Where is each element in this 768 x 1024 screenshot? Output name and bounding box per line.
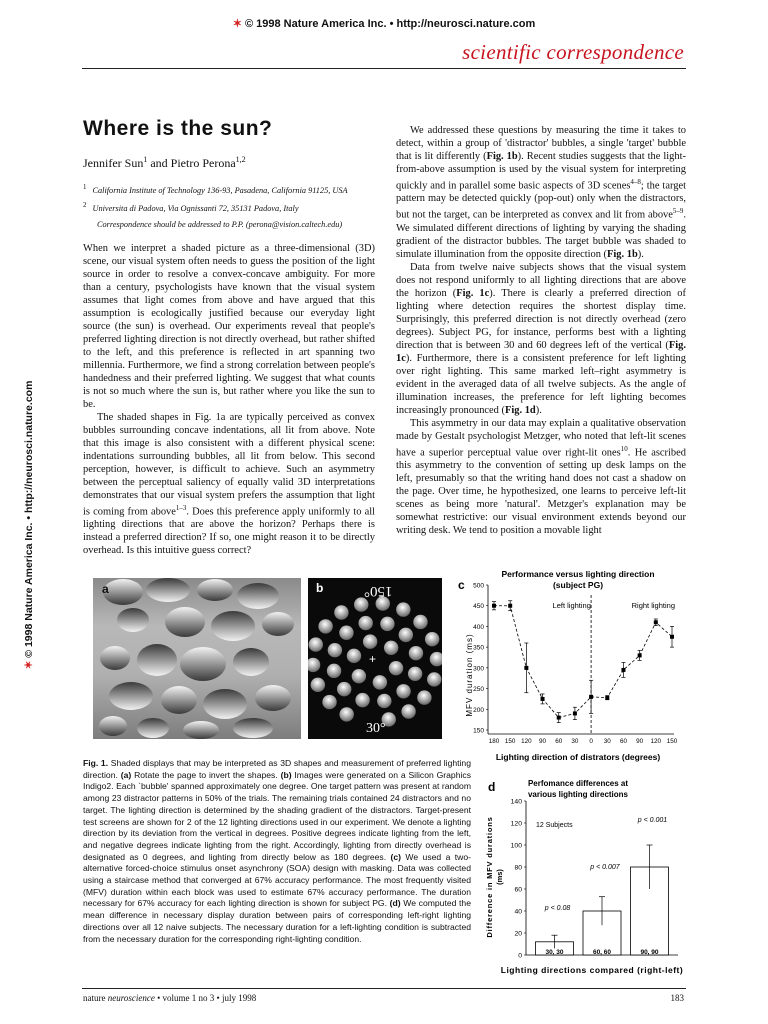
text-run: ). Recent studies suggests that the light-from-above assumption is used by the visual system for interpreting quickly and in parallel some basic aspects of 3D scenes bbox=[396, 151, 686, 192]
text-run: . He ascribed this asymmetry to the convention of setting up desk lamps on the left, presumably so that the writing hand does not cast a shadow on the page. Over time, he hypothesized, one learns to perceive left-lit scenes as being more 'natural'. Metzger's explanation may be somewhat restrictive: our visual environment extends beyond our writing desk. We tend to position a movable light bbox=[396, 447, 686, 537]
figure-panel-b bbox=[308, 578, 442, 739]
section-header: scientific correspondence bbox=[462, 40, 684, 64]
x-tick-label: 30 bbox=[603, 738, 611, 745]
text-run: ). There is clearly a preferred direction of lighting where detection requires the shortest display time. Surprisingly, this preferred direction is not directly overhead (zero degrees). Subject PG, for instance, performs best with a lighting direction that is between 30 and 60 degrees left of the vertical ( bbox=[396, 287, 686, 351]
data-point bbox=[541, 697, 545, 701]
chart-d-ylabel-line2: (ms) bbox=[495, 869, 504, 885]
shaded-bubble bbox=[146, 578, 190, 602]
citation-sup: 10 bbox=[620, 444, 628, 453]
author-sup: 1 bbox=[143, 155, 148, 164]
fixation-cross: + bbox=[369, 652, 377, 666]
caption-panel-ref: (a) bbox=[120, 769, 132, 780]
search-bubble bbox=[401, 704, 415, 718]
annotation-right-lighting: Right lighting bbox=[631, 601, 675, 610]
x-tick-label: 120 bbox=[650, 738, 662, 745]
data-point bbox=[524, 666, 528, 670]
journal-name: nature bbox=[83, 993, 108, 1003]
nature-logo-icon: ✶ bbox=[232, 18, 242, 30]
p-value-label: p < 0.007 bbox=[590, 864, 620, 871]
caption-text: Shaded displays that may be interpreted as 3D shapes and measurement of preferred lighting direction. bbox=[83, 758, 471, 780]
search-bubble bbox=[358, 616, 372, 630]
p-value-label: p < 0.001 bbox=[637, 816, 668, 824]
data-point bbox=[573, 711, 577, 715]
author-name: Jennifer Sun bbox=[83, 156, 144, 170]
y-tick-label: 20 bbox=[514, 930, 522, 938]
x-tick-label: 30, 30 bbox=[545, 949, 564, 956]
y-tick-label: 150 bbox=[473, 727, 484, 735]
caption-text: Rotate the page to invert the shapes. bbox=[131, 769, 281, 780]
panel-label-c: c bbox=[458, 578, 465, 592]
shaded-bubble bbox=[237, 583, 279, 609]
sidebar-copyright bbox=[12, 360, 46, 690]
chart-panel-c bbox=[450, 565, 690, 765]
figure-ref: Fig. 1c bbox=[396, 339, 686, 364]
text-run: Data from twelve naive subjects shows that the visual system does not respond uniformly to all lighting directions that are above the horizon ( bbox=[396, 261, 686, 299]
search-bubble bbox=[327, 664, 341, 678]
angle-label-top: 150° bbox=[364, 583, 393, 599]
search-bubble bbox=[380, 617, 394, 631]
caption-panel-ref: (b) bbox=[280, 769, 292, 780]
x-tick-label: 150 bbox=[666, 738, 678, 745]
shaded-bubble bbox=[99, 716, 127, 736]
search-bubble bbox=[347, 649, 361, 663]
search-bubble bbox=[408, 667, 422, 681]
shaded-bubble bbox=[255, 685, 291, 711]
figure-caption bbox=[83, 758, 471, 945]
y-tick-label: 250 bbox=[473, 686, 484, 694]
y-tick-label: 300 bbox=[473, 665, 484, 673]
caption-text: Images were generated on a Silicon Graphics Indigo2. Each `bubble' spanned approximately one degree. One target pattern was present at random among 23 distractor patterns in 50% of the trials. The remaining trials contained 24 distractors and no target. The lighting direction is determined by the shading gradient of the distractors. Target-present test screens are shown for 2 of the 12 lighting directions used in our experiment. We denote a lighting direction by its deviation from the vertical in degrees. Positive degrees indicate lighting from the left, and negative degrees indicate lighting from the right. Accordingly, lighting from directly overhead is designated as 0 degrees, and lighting from directly below as 180 degrees. bbox=[83, 769, 471, 862]
search-bubble bbox=[339, 707, 353, 721]
chart-d-xlabel: Lighting directions compared (right-left) bbox=[500, 965, 684, 975]
figure-panel-a bbox=[93, 578, 301, 739]
search-bubble bbox=[355, 693, 369, 707]
affil-text: Universita di Padova, Via Ognissanti 72, 35131 Padova, Italy bbox=[92, 203, 299, 213]
paragraph: When we interpret a shaded picture as a three-dimensional (3D) scene, our visual system often needs to guess the position of the light source in order to resolve a convex-concave ambiguity. For more than a century, psychologists have known that the visual system assumes that light comes from above and have argued that this assumption is ecologically justified because our everyday light source (the sun) is overhead. Our experiments reveal that people's preferred lighting direction is not directly overhead, but rather shifted to the left, and this preference is reflected in art spanning two millennia. Furthermore, we find a strong correlation between people's handedness and their preferred lighting. We suggest that what counts is not so much where the sun is, but rather where you like the sun to be. bbox=[83, 243, 375, 410]
search-bubble bbox=[308, 658, 320, 672]
data-point bbox=[605, 696, 609, 700]
text-run: This asymmetry in our data may explain a qualitative observation made by Gestalt psychologist Metzger, who noted that left-lit scenes have a superior perceptual value over right-lit ones bbox=[396, 417, 686, 459]
search-bubble bbox=[413, 615, 427, 629]
citation-sup: 4–8 bbox=[630, 178, 641, 186]
citation-sup: 5–9 bbox=[672, 207, 684, 216]
affil-num: 2 bbox=[83, 202, 87, 209]
caption-text: We computed the mean difference in necessary display duration between pairs of corresponding left-right lighting directions over all 12 naive subjects. The necessary duration for a left-lighting condition is subtracted from the necessary duration for the corresponding right-lighting condition. bbox=[83, 898, 471, 944]
search-bubble bbox=[311, 678, 325, 692]
footer-rule bbox=[82, 988, 686, 989]
search-bubble bbox=[318, 619, 332, 633]
shaded-bubble bbox=[165, 607, 205, 637]
shaded-bubble bbox=[233, 648, 269, 676]
shaded-bubble bbox=[180, 647, 226, 681]
shaded-bubble bbox=[197, 579, 233, 601]
nature-logo-icon: ✶ bbox=[23, 657, 35, 670]
search-bubble bbox=[339, 626, 353, 640]
y-tick-label: 120 bbox=[510, 820, 522, 828]
shaded-bubbles-image bbox=[93, 578, 301, 739]
search-bubble bbox=[389, 661, 403, 675]
x-tick-label: 180 bbox=[488, 738, 500, 745]
text-run: ). bbox=[535, 404, 542, 416]
banner-text: © 1998 Nature America Inc. • http://neurosci.nature.com bbox=[244, 18, 536, 30]
shaded-bubble bbox=[183, 721, 219, 739]
text-run: ). bbox=[637, 248, 644, 260]
y-tick-label: 100 bbox=[510, 842, 522, 850]
shaded-bubble bbox=[117, 608, 149, 632]
search-bubble bbox=[396, 602, 410, 616]
data-point bbox=[557, 716, 561, 720]
y-tick-label: 140 bbox=[510, 798, 522, 806]
paragraph bbox=[396, 124, 686, 261]
search-bubble bbox=[384, 641, 398, 655]
search-bubble bbox=[309, 637, 323, 651]
text-run: ). Furthermore, there is a consistent preference for left lighting over right lighting. This same marked left–right asymmetry is evident in the averaged data of all twelve subjects. As the angle of illumination increases, the preference for left lighting becomes increasingly pronounced ( bbox=[396, 352, 686, 416]
search-bubble bbox=[352, 669, 366, 683]
chart-panel-d bbox=[482, 775, 692, 980]
panel-label-b: b bbox=[316, 581, 324, 595]
journal-name-italic: neuroscience bbox=[107, 993, 155, 1003]
affil-text: California Institute of Technology 136-93, Pasadena, California 91125, USA bbox=[92, 185, 348, 195]
x-tick-label: 90 bbox=[636, 738, 644, 745]
search-bubble bbox=[427, 672, 441, 686]
y-tick-label: 0 bbox=[518, 952, 522, 960]
copyright-banner bbox=[0, 17, 768, 30]
text-run: . We simulated different directions of lighting by varying the shading gradient of the distractor bubbles. The target bubble was shaded to simulate illumination from the opposite direction ( bbox=[396, 209, 686, 260]
x-tick-label: 90, 90 bbox=[640, 949, 659, 956]
search-bubble bbox=[354, 597, 368, 611]
text-run: We addressed these questions by measuring the time it takes to detect, within a group of 'distractor' bubbles, a single 'target' bubble that is lit differently ( bbox=[396, 125, 686, 162]
panel-label-d: d bbox=[488, 780, 496, 794]
correspondence-note: Correspondence should be addressed to P.P. (perona@vision.caltech.edu) bbox=[97, 220, 343, 229]
y-tick-label: 350 bbox=[473, 644, 484, 652]
y-tick-label: 400 bbox=[473, 623, 484, 631]
caption-text: We used a two-alternative forced-choice stimulus onset asynchrony (SOA) design with masking. Data was collected using a staircase method that converged at 67% accuracy performance. The most frequently visited (MFV) duration within each block was used to estimate 67% accuracy performance. The duration necessary for 67% accuracy for each lighting direction is shown for subject PG. bbox=[83, 851, 471, 909]
series-line bbox=[494, 606, 672, 718]
y-tick-label: 60 bbox=[514, 886, 522, 894]
search-bubble bbox=[334, 605, 348, 619]
angle-label-bottom: 30° bbox=[366, 721, 386, 736]
search-bubble bbox=[328, 643, 342, 657]
shaded-bubble bbox=[211, 611, 255, 641]
shaded-bubble bbox=[103, 579, 143, 605]
shaded-bubble bbox=[100, 646, 130, 670]
y-tick-label: 80 bbox=[514, 864, 522, 872]
search-bubble bbox=[337, 682, 351, 696]
caption-panel-ref: (c) bbox=[390, 851, 401, 862]
shaded-bubble bbox=[137, 644, 177, 676]
x-tick-label: 60 bbox=[555, 738, 563, 745]
data-point bbox=[492, 604, 496, 608]
paragraph bbox=[83, 411, 375, 557]
text-run: . Does this preference apply uniformly to all lighting directions that are above the horizon? Perhaps there is instead a preferred direction? If so, one might reason it to be directly overhead. Is this intuitive guess correct? bbox=[83, 506, 375, 557]
affil-num: 1 bbox=[83, 184, 87, 191]
search-bubble bbox=[425, 632, 439, 646]
shaded-bubble bbox=[203, 689, 247, 719]
chart-c-xlabel: Lighting direction of distrators (degrees) bbox=[495, 752, 661, 762]
header-rule bbox=[82, 68, 686, 69]
x-tick-label: 120 bbox=[521, 738, 532, 745]
paragraph bbox=[396, 417, 686, 537]
caption-fig-label: Fig. 1. bbox=[83, 758, 109, 768]
affiliation-1 bbox=[83, 184, 378, 195]
y-tick-label: 40 bbox=[514, 908, 522, 916]
x-tick-label: 0 bbox=[589, 738, 593, 745]
x-tick-label: 60, 60 bbox=[592, 949, 612, 956]
page-number: 183 bbox=[670, 993, 684, 1003]
article-title: Where is the sun? bbox=[83, 117, 273, 140]
sidebar-text: © 1998 Nature America Inc. • http://neurosci.nature.com bbox=[23, 380, 35, 658]
annotation-left-lighting: Left lighting bbox=[552, 601, 591, 610]
chart-c-ylabel: MFV duration (ms) bbox=[465, 633, 474, 717]
data-point bbox=[508, 604, 512, 608]
data-point bbox=[589, 695, 593, 699]
text-run: ; the target pattern may be detected quickly (pop-out) only when the distractors, but not the target, can be interpreted as convex and lit from above bbox=[396, 180, 686, 221]
data-point bbox=[621, 668, 625, 672]
p-value-label: p < 0.08 bbox=[544, 905, 571, 912]
panel-label-a: a bbox=[102, 582, 109, 596]
search-bubble bbox=[322, 695, 336, 709]
shaded-bubble bbox=[161, 686, 197, 714]
chart-c-title-line2: (subject PG) bbox=[552, 580, 604, 590]
data-point bbox=[654, 620, 658, 624]
search-bubble bbox=[399, 628, 413, 642]
right-column bbox=[396, 124, 686, 537]
figure-ref: Fig. 1c bbox=[456, 287, 490, 299]
text-run: The shaded shapes in Fig. 1a are typically perceived as convex bubbles surrounding concave indentations, all lit from above. Note that this image is also consistent with a different physical scene: indentations surrounding bubbles, all lit from below. This second perception, however, is difficult to achieve. Such an asymmetry between the perceptual saliency of equally valid 3D interpretations demonstrates that our visual system prefers the assumption that light is coming from above bbox=[83, 412, 375, 518]
shaded-bubble bbox=[262, 612, 294, 636]
caption-panel-ref: (d) bbox=[389, 898, 401, 909]
chart-d-title-line2: various lighting directions bbox=[527, 790, 629, 799]
search-bubble bbox=[396, 684, 410, 698]
shaded-bubble bbox=[137, 718, 169, 738]
chart-d-title-line1: Perfomance differences at bbox=[527, 779, 629, 788]
left-column bbox=[83, 242, 375, 557]
x-tick-label: 150 bbox=[504, 738, 516, 745]
data-point bbox=[638, 653, 642, 657]
search-bubble bbox=[430, 652, 442, 666]
y-tick-label: 450 bbox=[473, 603, 484, 611]
search-bubble bbox=[363, 634, 377, 648]
paragraph bbox=[396, 261, 686, 417]
figure-ref: Fig. 1b bbox=[486, 151, 518, 162]
chart-c-title-line1: Performance versus lighting direction bbox=[501, 569, 655, 579]
affiliation-2 bbox=[83, 202, 378, 213]
legend-label: 12 Subjects bbox=[536, 822, 573, 829]
citation-sup: 1–3 bbox=[175, 504, 187, 512]
author-name: Pietro Perona bbox=[170, 156, 236, 170]
data-point bbox=[670, 635, 674, 639]
x-tick-label: 60 bbox=[619, 738, 627, 745]
x-tick-label: 30 bbox=[571, 738, 579, 745]
figure-ref: Fig. 1b bbox=[607, 248, 638, 260]
x-tick-label: 90 bbox=[539, 738, 547, 745]
figure-ref: Fig. 1d bbox=[504, 404, 536, 416]
search-bubble bbox=[409, 646, 423, 660]
y-tick-label: 200 bbox=[473, 706, 484, 714]
chart-d-ylabel-line1: Difference in MFV durations bbox=[485, 816, 494, 938]
search-bubble bbox=[377, 694, 391, 708]
search-bubble bbox=[373, 675, 387, 689]
search-bubble bbox=[417, 690, 431, 704]
author-line bbox=[83, 155, 246, 171]
journal-issue: • volume 1 no 3 • july 1998 bbox=[154, 993, 257, 1003]
y-tick-label: 500 bbox=[473, 582, 484, 590]
shaded-bubble bbox=[109, 682, 153, 710]
shaded-bubble bbox=[233, 718, 273, 738]
author-and: and bbox=[147, 156, 171, 170]
author-sup: 1,2 bbox=[235, 155, 246, 164]
journal-footer bbox=[83, 993, 256, 1003]
